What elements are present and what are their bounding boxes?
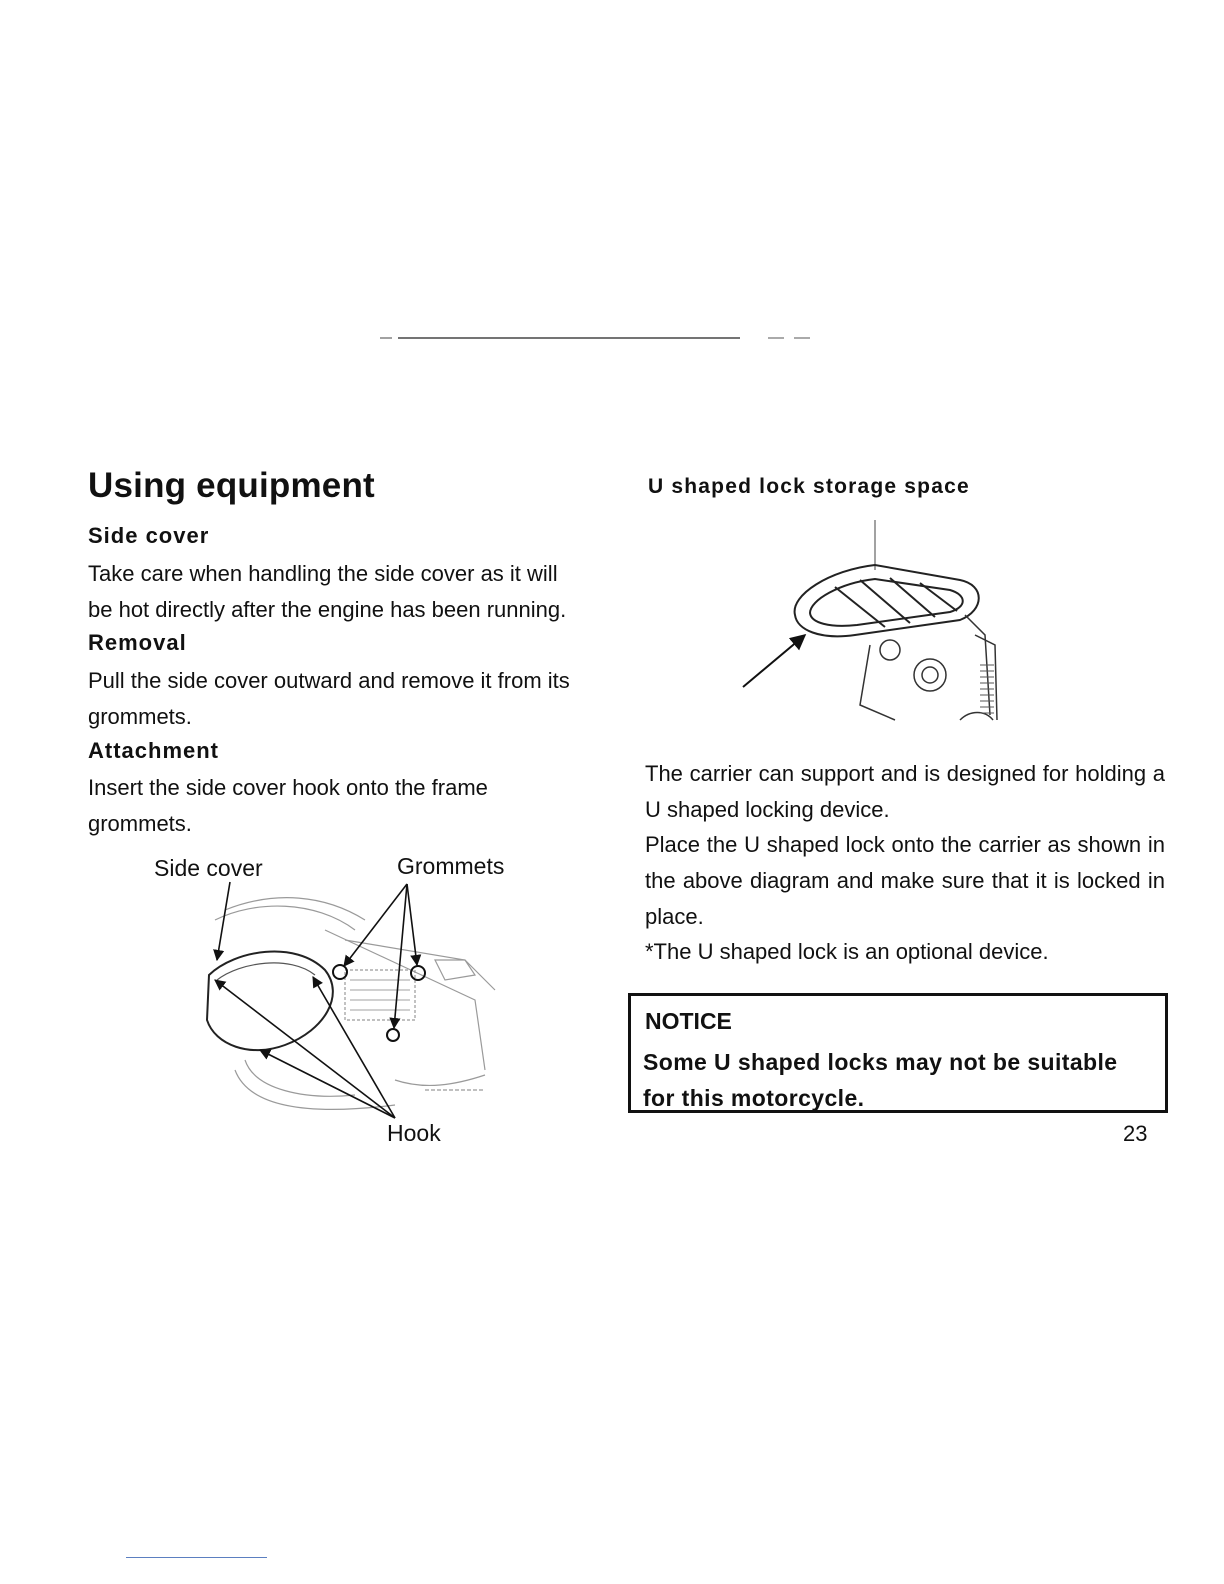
attachment-heading: Attachment: [88, 738, 220, 763]
u-lock-carrier-diagram: [735, 515, 1010, 730]
attachment-text: Insert the side cover hook onto the frame grommets.: [88, 775, 488, 836]
side-cover-shape: [207, 951, 333, 1050]
page-title: Using equipment: [88, 466, 375, 505]
notice-title: NOTICE: [645, 1008, 732, 1034]
carrier-arrow: [743, 635, 805, 687]
side-cover-heading: Side cover: [88, 523, 210, 548]
removal-heading: Removal: [88, 630, 187, 655]
removal-text: Pull the side cover outward and remove it from its grommets.: [88, 668, 570, 729]
hook-label: Hook: [387, 1120, 441, 1146]
u-lock-heading: U shaped lock storage space: [648, 475, 970, 498]
side-cover-label: Side cover: [154, 855, 263, 881]
top-rule: [380, 337, 818, 339]
carrier-paragraph-1: The carrier can support and is designed for holding a U shaped locking device.: [645, 761, 1165, 822]
side-cover-text: Take care when handling the side cover as it will be hot directly after the engine has been running.: [88, 561, 567, 622]
notice-box: [628, 993, 1168, 1113]
side-cover-diagram: [195, 880, 505, 1120]
page-number: 23: [1123, 1121, 1148, 1146]
grommets-label: Grommets: [397, 853, 505, 879]
carrier-paragraph-2: Place the U shaped lock onto the carrier as shown in the above diagram and make sure that it is locked in place.: [645, 832, 1165, 929]
bottom-line: [126, 1557, 267, 1558]
notice-body: Some U shaped locks may not be suitable for this motorcycle.: [643, 1049, 1118, 1111]
carrier-paragraph-3: *The U shaped lock is an optional device.: [645, 939, 1049, 964]
frame-sketch: [215, 898, 495, 1110]
grommet-lower: [387, 1029, 399, 1041]
carrier-rack: [795, 565, 979, 636]
